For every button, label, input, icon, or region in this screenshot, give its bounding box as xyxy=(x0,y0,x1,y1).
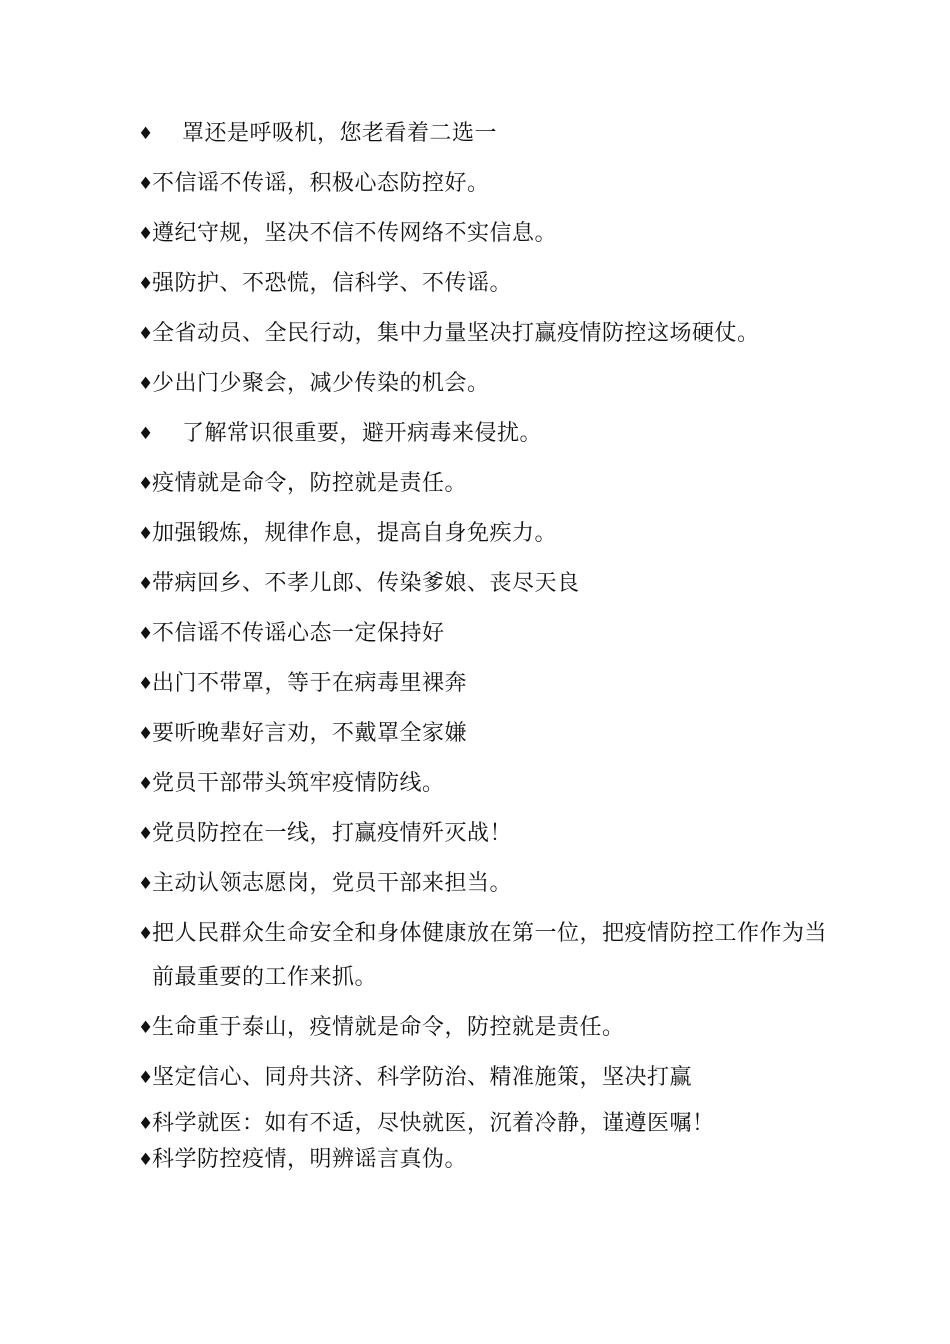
list-item xyxy=(138,112,828,156)
list-item-text: 党员防控在一线，打赢疫情歼灭战！ xyxy=(152,821,513,846)
list-item xyxy=(138,412,828,456)
list-item xyxy=(138,1142,828,1178)
diamond-bullet-icon: ♦ xyxy=(138,574,154,594)
list-item xyxy=(138,1006,828,1050)
diamond-bullet-icon: ♦ xyxy=(138,224,154,244)
list-item xyxy=(138,462,828,506)
list-item xyxy=(138,912,828,1000)
list-item xyxy=(138,212,828,256)
slogan-list xyxy=(138,112,828,1178)
list-item-text: 出门不带罩，等于在病毒里裸奔 xyxy=(152,671,468,696)
list-item-text: 全省动员、全民行动，集中力量坚决打赢疫情防控这场硬仗。 xyxy=(152,321,760,346)
diamond-bullet-icon: ♦ xyxy=(138,124,154,144)
list-item-text: 带病回乡、不孝儿郎、传染爹娘、丧尽天良 xyxy=(152,571,580,596)
list-item xyxy=(138,1106,828,1142)
diamond-bullet-icon: ♦ xyxy=(138,674,154,694)
list-item-text: 坚定信心、同舟共济、科学防治、精准施策，坚决打赢 xyxy=(152,1065,693,1090)
list-item-text: 科学防控疫情，明辨谣言真伪。 xyxy=(152,1147,468,1172)
list-item xyxy=(138,562,828,606)
diamond-bullet-icon: ♦ xyxy=(138,824,154,844)
list-item-text: 党员干部带头筑牢疫情防线。 xyxy=(152,771,445,796)
diamond-bullet-icon: ♦ xyxy=(138,1018,154,1038)
list-item xyxy=(138,1056,828,1100)
list-item xyxy=(138,362,828,406)
diamond-bullet-icon: ♦ xyxy=(138,174,154,194)
list-item xyxy=(138,162,828,206)
list-item xyxy=(138,512,828,556)
list-item-text: 少出门少聚会，减少传染的机会。 xyxy=(152,371,490,396)
diamond-bullet-icon: ♦ xyxy=(138,924,154,944)
diamond-bullet-icon: ♦ xyxy=(138,424,154,444)
diamond-bullet-icon: ♦ xyxy=(138,1068,154,1088)
list-item xyxy=(138,262,828,306)
list-item xyxy=(138,762,828,806)
list-item-text: 遵纪守规，坚决不信不传网络不实信息。 xyxy=(152,221,558,246)
list-item xyxy=(138,312,828,356)
list-item-text: 了解常识很重要，避开病毒来侵扰。 xyxy=(182,421,543,446)
diamond-bullet-icon: ♦ xyxy=(138,624,154,644)
list-item-text: 生命重于泰山，疫情就是命令，防控就是责任。 xyxy=(152,1015,625,1040)
list-item-text: 加强锻炼，规律作息，提高自身免疾力。 xyxy=(152,521,558,546)
list-item xyxy=(138,662,828,706)
list-item-text: 罩还是呼吸机，您老看着二选一 xyxy=(182,121,498,146)
diamond-bullet-icon: ♦ xyxy=(138,524,154,544)
diamond-bullet-icon: ♦ xyxy=(138,724,154,744)
diamond-bullet-icon: ♦ xyxy=(138,874,154,894)
list-item-text: 要听晚辈好言劝，不戴罩全家嫌 xyxy=(152,721,468,746)
list-item-text: 疫情就是命令，防控就是责任。 xyxy=(152,471,468,496)
list-item-text: 不信谣不传谣，积极心态防控好。 xyxy=(152,171,490,196)
list-item-text: 强防护、不恐慌，信科学、不传谣。 xyxy=(152,271,513,296)
list-item xyxy=(138,812,828,856)
diamond-bullet-icon: ♦ xyxy=(138,1114,154,1134)
diamond-bullet-icon: ♦ xyxy=(138,324,154,344)
list-item-text: 主动认领志愿岗，党员干部来担当。 xyxy=(152,871,513,896)
diamond-bullet-icon: ♦ xyxy=(138,474,154,494)
list-item xyxy=(138,612,828,656)
list-item-text: 不信谣不传谣心态一定保持好 xyxy=(152,621,445,646)
diamond-bullet-icon: ♦ xyxy=(138,1150,154,1170)
diamond-bullet-icon: ♦ xyxy=(138,274,154,294)
list-item xyxy=(138,712,828,756)
list-item-text: 把人民群众生命安全和身体健康放在第一位，把疫情防控工作作为当前最重要的工作来抓。 xyxy=(152,921,828,990)
list-item-text: 科学就医：如有不适，尽快就医，沉着冷静，谨遵医嘱！ xyxy=(152,1111,715,1136)
list-item xyxy=(138,862,828,906)
diamond-bullet-icon: ♦ xyxy=(138,374,154,394)
diamond-bullet-icon: ♦ xyxy=(138,774,154,794)
